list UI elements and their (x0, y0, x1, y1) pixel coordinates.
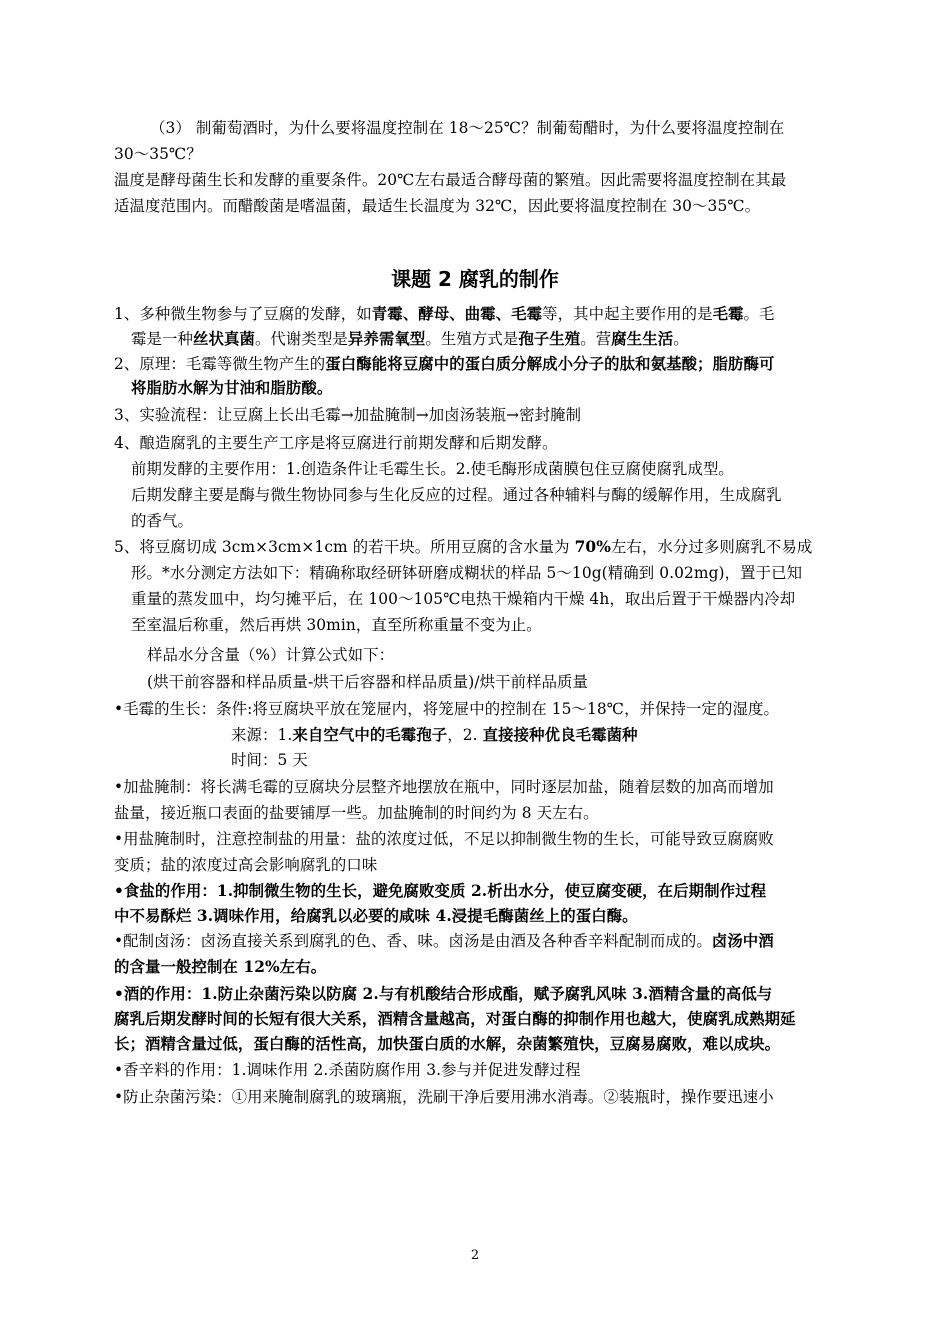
salting-line-1: •加盐腌制：将长满毛霉的豆腐块分层整齐地摆放在瓶中，同时逐层加盐，随着层数的加高而增加 (114, 778, 774, 796)
salt-role-line-2: 中不易酥烂 3.调味作用，给腐乳以必要的咸味 4.浸提毛酶菌丝上的蛋白酶。 (114, 907, 638, 925)
mold-growth-line-1: •毛霉的生长：条件:将豆腐块平放在笼屉内，将笼屉中的控制在 15～18℃，并保持一定的湿度。 (114, 700, 779, 718)
text: 。生殖方式是 (425, 330, 519, 348)
brine-line-1 (114, 930, 774, 952)
brine-line-2: 的含量一般控制在 12%左右。 (114, 958, 327, 976)
formula: (烘干前容器和样品质量-烘干后容器和样品质量)/烘干前样品质量 (147, 673, 589, 691)
bold-text: 直接接种优良毛霉菌种 (482, 726, 638, 744)
wine-role-line-3: 长；酒精含量过低，蛋白酶的活性高，加快蛋白质的水解，杂菌繁殖快，豆腐易腐败，难以成块。 (114, 1035, 781, 1053)
paragraph-1-line-1 (114, 303, 775, 325)
spice-role: •香辛料的作用：1.调味作用 2.杀菌防腐作用 3.参与并促进发酵过程 (114, 1061, 581, 1079)
wine-role-line-1: •酒的作用：1.防止杂菌污染以防腐 2.与有机酸结合形成酯，赋予腐乳风味 3.酒精含量的高低与 (114, 985, 773, 1003)
text: 左右，水分过多则腐乳不易成 (610, 538, 813, 556)
page-number: 2 (470, 1248, 480, 1263)
section-title: 课题 2 腐乳的制作 (391, 267, 559, 291)
text: 。 (673, 330, 689, 348)
text: 等，其中起主要作用的是 (542, 305, 713, 323)
bold-text: 蛋白酶能将豆腐中的蛋白质分解成小分子的肽和氨基酸；脂肪酶可 (325, 355, 775, 373)
wine-role-line-2: 腐乳后期发酵时间的长短有很大关系，酒精含量越高，对蛋白酶的抑制作用也越大，使腐乳成熟期延 (114, 1010, 796, 1028)
bold-text: 70% (574, 538, 611, 556)
bold-text: 丝状真菌 (192, 330, 255, 348)
paragraph-3: 3、实验流程：让豆腐上长出毛霉→加盐腌制→加卤汤装瓶→密封腌制 (114, 406, 582, 424)
paragraph-4-line-4: 的香气。 (131, 512, 193, 530)
paragraph-5-line-4: 至室温后称重，然后再烘 30min，直至所称重量不变为止。 (131, 616, 542, 634)
paragraph-4-line-1: 4、酿造腐乳的主要生产工序是将豆腐进行前期发酵和后期发酵。 (114, 434, 558, 452)
answer-3-line-1: 温度是酵母菌生长和发酵的重要条件。20℃左右最适合酵母菌的繁殖。因此需要将温度控制在其最 (114, 171, 787, 189)
paragraph-1-line-2 (131, 328, 689, 350)
text: 。代谢类型是 (254, 330, 348, 348)
salt-role-line-1: •食盐的作用：1.抑制微生物的生长，避免腐败变质 2.析出水分，使豆腐变硬，在后期制作过程 (114, 882, 767, 900)
bold-text: 孢子生殖 (518, 330, 581, 348)
text: 。营 (580, 330, 612, 348)
text: •配制卤汤：卤汤直接关系到腐乳的色、香、味。卤汤是由酒及各种香辛料配制而成的。 (114, 932, 712, 950)
paragraph-5-line-2: 形。*水分测定方法如下：精确称取经研钵研磨成糊状的样品 5～10g(精确到 0.02mg)，置于已知 (131, 564, 803, 582)
contamination-line-1: •防止杂菌污染：①用来腌制腐乳的玻璃瓶，洗刷干净后要用沸水消毒。②装瓶时，操作要迅速小 (114, 1088, 774, 1106)
bold-text: 异养需氧型 (347, 330, 426, 348)
text: ，2. (447, 726, 483, 744)
paragraph-4-line-2: 前期发酵的主要作用：1.创造条件让毛霉生长。2.使毛酶形成菌膜包住豆腐使腐乳成型。 (131, 460, 734, 478)
paragraph-5-line-3: 重量的蒸发皿中，均匀摊平后，在 100～105℃电热干燥箱内干燥 4h，取出后置于干燥器内冷却 (131, 590, 796, 608)
text: 5、将豆腐切成 3cm×3cm×1cm 的若干块。所用豆腐的含水量为 (114, 538, 575, 556)
text: 。毛 (743, 305, 775, 323)
text: 2、原理：毛霉等微生物产生的 (114, 355, 326, 373)
answer-3-line-2: 适温度范围内。而醋酸菌是嗜温菌，最适生长温度为 32℃，因此要将温度控制在 30～35℃。 (114, 197, 761, 215)
text: 霉是一种 (131, 330, 193, 348)
salt-amount-line-2: 变质；盐的浓度过高会影响腐乳的口味 (114, 856, 378, 874)
bold-text: 卤汤中酒 (711, 932, 774, 950)
question-3-line-1: （3） 制葡萄酒时，为什么要将温度控制在 18～25℃？制葡萄醋时，为什么要将温度控制在 (150, 119, 785, 137)
formula-label: 样品水分含量（%）计算公式如下： (147, 646, 395, 664)
bold-text: 毛霉 (712, 305, 744, 323)
bold-text: 腐生生活 (611, 330, 674, 348)
salting-line-2: 盐量，接近瓶口表面的盐要铺厚一些。加盐腌制的时间约为 8 天左右。 (114, 804, 599, 822)
salt-amount-line-1: •用盐腌制时，注意控制盐的用量：盐的浓度过低，不足以抑制微生物的生长，可能导致豆腐腐败 (114, 830, 774, 848)
paragraph-4-line-3: 后期发酵主要是酶与微生物协同参与生化反应的过程。通过各种辅料与酶的缓解作用，生成腐乳 (131, 486, 782, 504)
paragraph-2-line-2: 将脂肪水解为甘油和脂肪酸。 (131, 379, 333, 397)
mold-growth-source (231, 724, 638, 746)
paragraph-5-line-1 (114, 536, 812, 558)
bold-text: 青霉、酵母、曲霉、毛霉 (371, 305, 543, 323)
question-3-line-2: 30～35℃？ (114, 145, 202, 163)
paragraph-2-line-1 (114, 353, 775, 375)
text: 来源：1. (231, 726, 293, 744)
bold-text: 来自空气中的毛霉孢子 (292, 726, 448, 744)
mold-growth-time: 时间：5 天 (231, 751, 308, 769)
text: 1、多种微生物参与了豆腐的发酵，如 (114, 305, 372, 323)
